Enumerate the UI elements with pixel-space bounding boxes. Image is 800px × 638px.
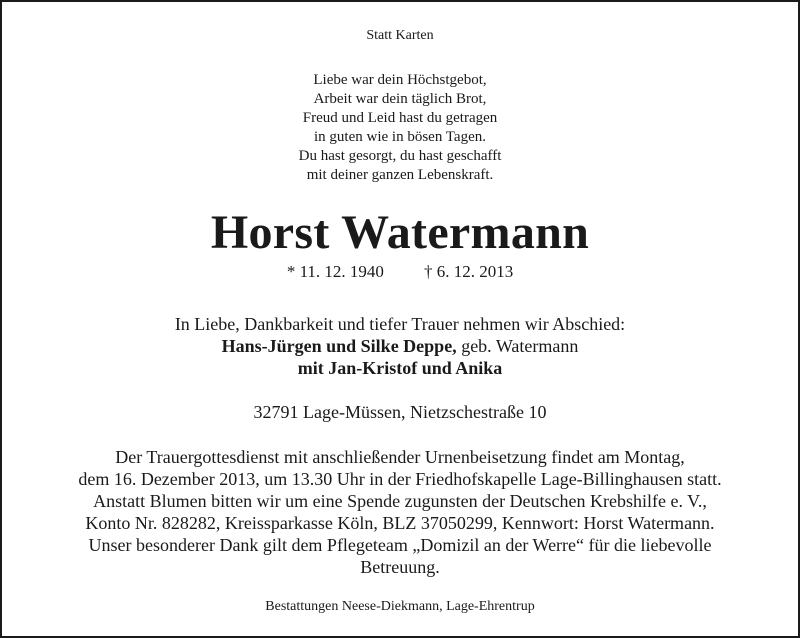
poem-line: in guten wie in bösen Tagen. — [314, 129, 486, 145]
poem-line: Arbeit war dein täglich Brot, — [313, 91, 487, 107]
header-text: Statt Karten — [366, 28, 434, 43]
farewell-intro: In Liebe, Dankbarkeit und tiefer Trauer nehmen wir Abschied: — [174, 314, 626, 334]
deceased-name: Horst Watermann — [210, 206, 590, 259]
service-line: dem 16. Dezember 2013, um 13.30 Uhr in der Friedhofskapelle Lage-Billinghausen statt. — [78, 469, 722, 489]
poem-line: Liebe war dein Höchstgebot, — [313, 72, 487, 88]
mourners-children: mit Jan-Kristof und Anika — [297, 358, 503, 378]
poem-line: mit deiner ganzen Lebenskraft. — [306, 167, 494, 183]
poem-line: Du hast gesorgt, du hast geschafft — [298, 148, 502, 164]
funeral-home: Bestattungen Neese-Diekmann, Lage-Ehrentrup — [265, 599, 535, 614]
address: 32791 Lage-Müssen, Nietzschestraße 10 — [253, 402, 547, 422]
service-line: Betreuung. — [360, 557, 440, 577]
life-dates — [2, 262, 798, 282]
service-line: Unser besonderer Dank gilt dem Pflegeteam „Domizil an der Werre“ für die liebevolle — [88, 535, 712, 555]
mourners-note: geb. Watermann — [456, 336, 579, 356]
birth-date: * 11. 12. 1940 — [286, 262, 384, 281]
service-line: Der Trauergottesdienst mit anschließender Urnenbeisetzung findet am Montag, — [115, 447, 685, 467]
mourners-line — [2, 336, 798, 357]
service-information — [2, 446, 798, 578]
mourners-names: Hans-Jürgen und Silke Deppe, — [221, 336, 457, 356]
service-line: Konto Nr. 828282, Kreissparkasse Köln, BLZ 37050299, Kennwort: Horst Watermann. — [85, 513, 715, 533]
service-line: Anstatt Blumen bitten wir um eine Spende zugunsten der Deutschen Krebshilfe e. V., — [93, 491, 707, 511]
poem — [2, 71, 798, 185]
poem-line: Freud und Leid hast du getragen — [302, 110, 498, 126]
death-date: † 6. 12. 2013 — [423, 262, 514, 281]
